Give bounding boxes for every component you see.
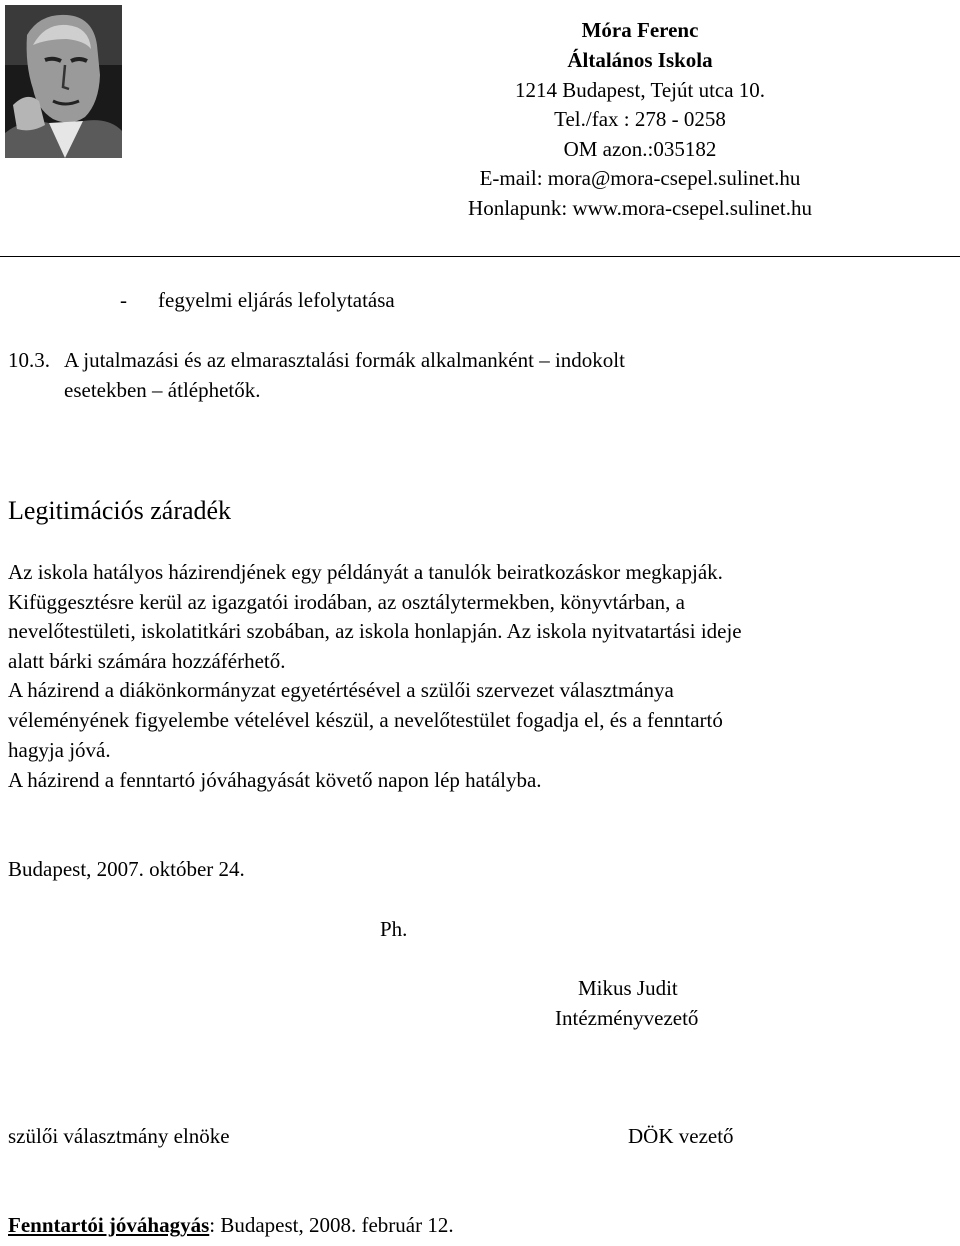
item-number: 10.3. xyxy=(8,348,50,372)
paragraph-3-line1: A házirend a diákönkormányzat egyetértésével a szülői szervezet választmánya xyxy=(8,678,674,702)
signer-name: Mikus Judit xyxy=(578,976,678,1000)
paragraph-2-line2: nevelőtestületi, iskolatitkári szobában, az iskola honlapján. Az iskola nyitvatartási ideje xyxy=(8,619,742,643)
paragraph-3-line2: véleményének figyelembe vételével készül, a nevelőtestület fogadja el, és a fenntartó xyxy=(8,708,723,732)
approval-line xyxy=(8,1213,454,1238)
bullet-text: fegyelmi eljárás lefolytatása xyxy=(158,288,395,312)
school-name-line1: Móra Ferenc xyxy=(581,18,699,42)
approval-text: : Budapest, 2008. február 12. xyxy=(209,1213,454,1237)
school-name-line2: Általános Iskola xyxy=(567,48,713,72)
signature-student-council: DÖK vezető xyxy=(628,1124,734,1148)
school-phone: Tel./fax : 278 - 0258 xyxy=(554,107,726,131)
school-email: E-mail: mora@mora-csepel.sulinet.hu xyxy=(479,166,801,190)
signature-parent-board: szülői választmány elnöke xyxy=(8,1124,230,1148)
approval-label: Fenntartói jóváhagyás xyxy=(8,1213,210,1237)
paragraph-2-line3: alatt bárki számára hozzáférhető. xyxy=(8,649,286,673)
header-divider xyxy=(0,256,960,257)
stamp-label: Ph. xyxy=(380,917,408,941)
school-website: Honlapunk: www.mora-csepel.sulinet.hu xyxy=(468,196,812,220)
school-om-id: OM azon.:035182 xyxy=(563,137,717,161)
bullet-dash: - xyxy=(120,288,127,312)
paragraph-4: A házirend a fenntartó jóváhagyását követő napon lép hatályba. xyxy=(8,768,542,792)
paragraph-2-line1: Kifüggesztésre kerül az igazgatói irodában, az osztálytermekben, könyvtárban, a xyxy=(8,590,685,614)
paragraph-1: Az iskola hatályos házirendjének egy példányát a tanulók beiratkozáskor megkapják. xyxy=(8,560,723,584)
document-date: Budapest, 2007. október 24. xyxy=(8,857,245,881)
portrait-photo xyxy=(5,5,122,158)
item-text-line2: esetekben – átléphetők. xyxy=(64,378,261,402)
item-text-line1: A jutalmazási és az elmarasztalási formák alkalmanként – indokolt xyxy=(64,348,625,372)
school-address: 1214 Budapest, Tejút utca 10. xyxy=(514,78,766,102)
paragraph-3-line3: hagyja jóvá. xyxy=(8,738,111,762)
section-title: Legitimációs záradék xyxy=(8,496,232,525)
signer-title: Intézményvezető xyxy=(555,1006,699,1030)
